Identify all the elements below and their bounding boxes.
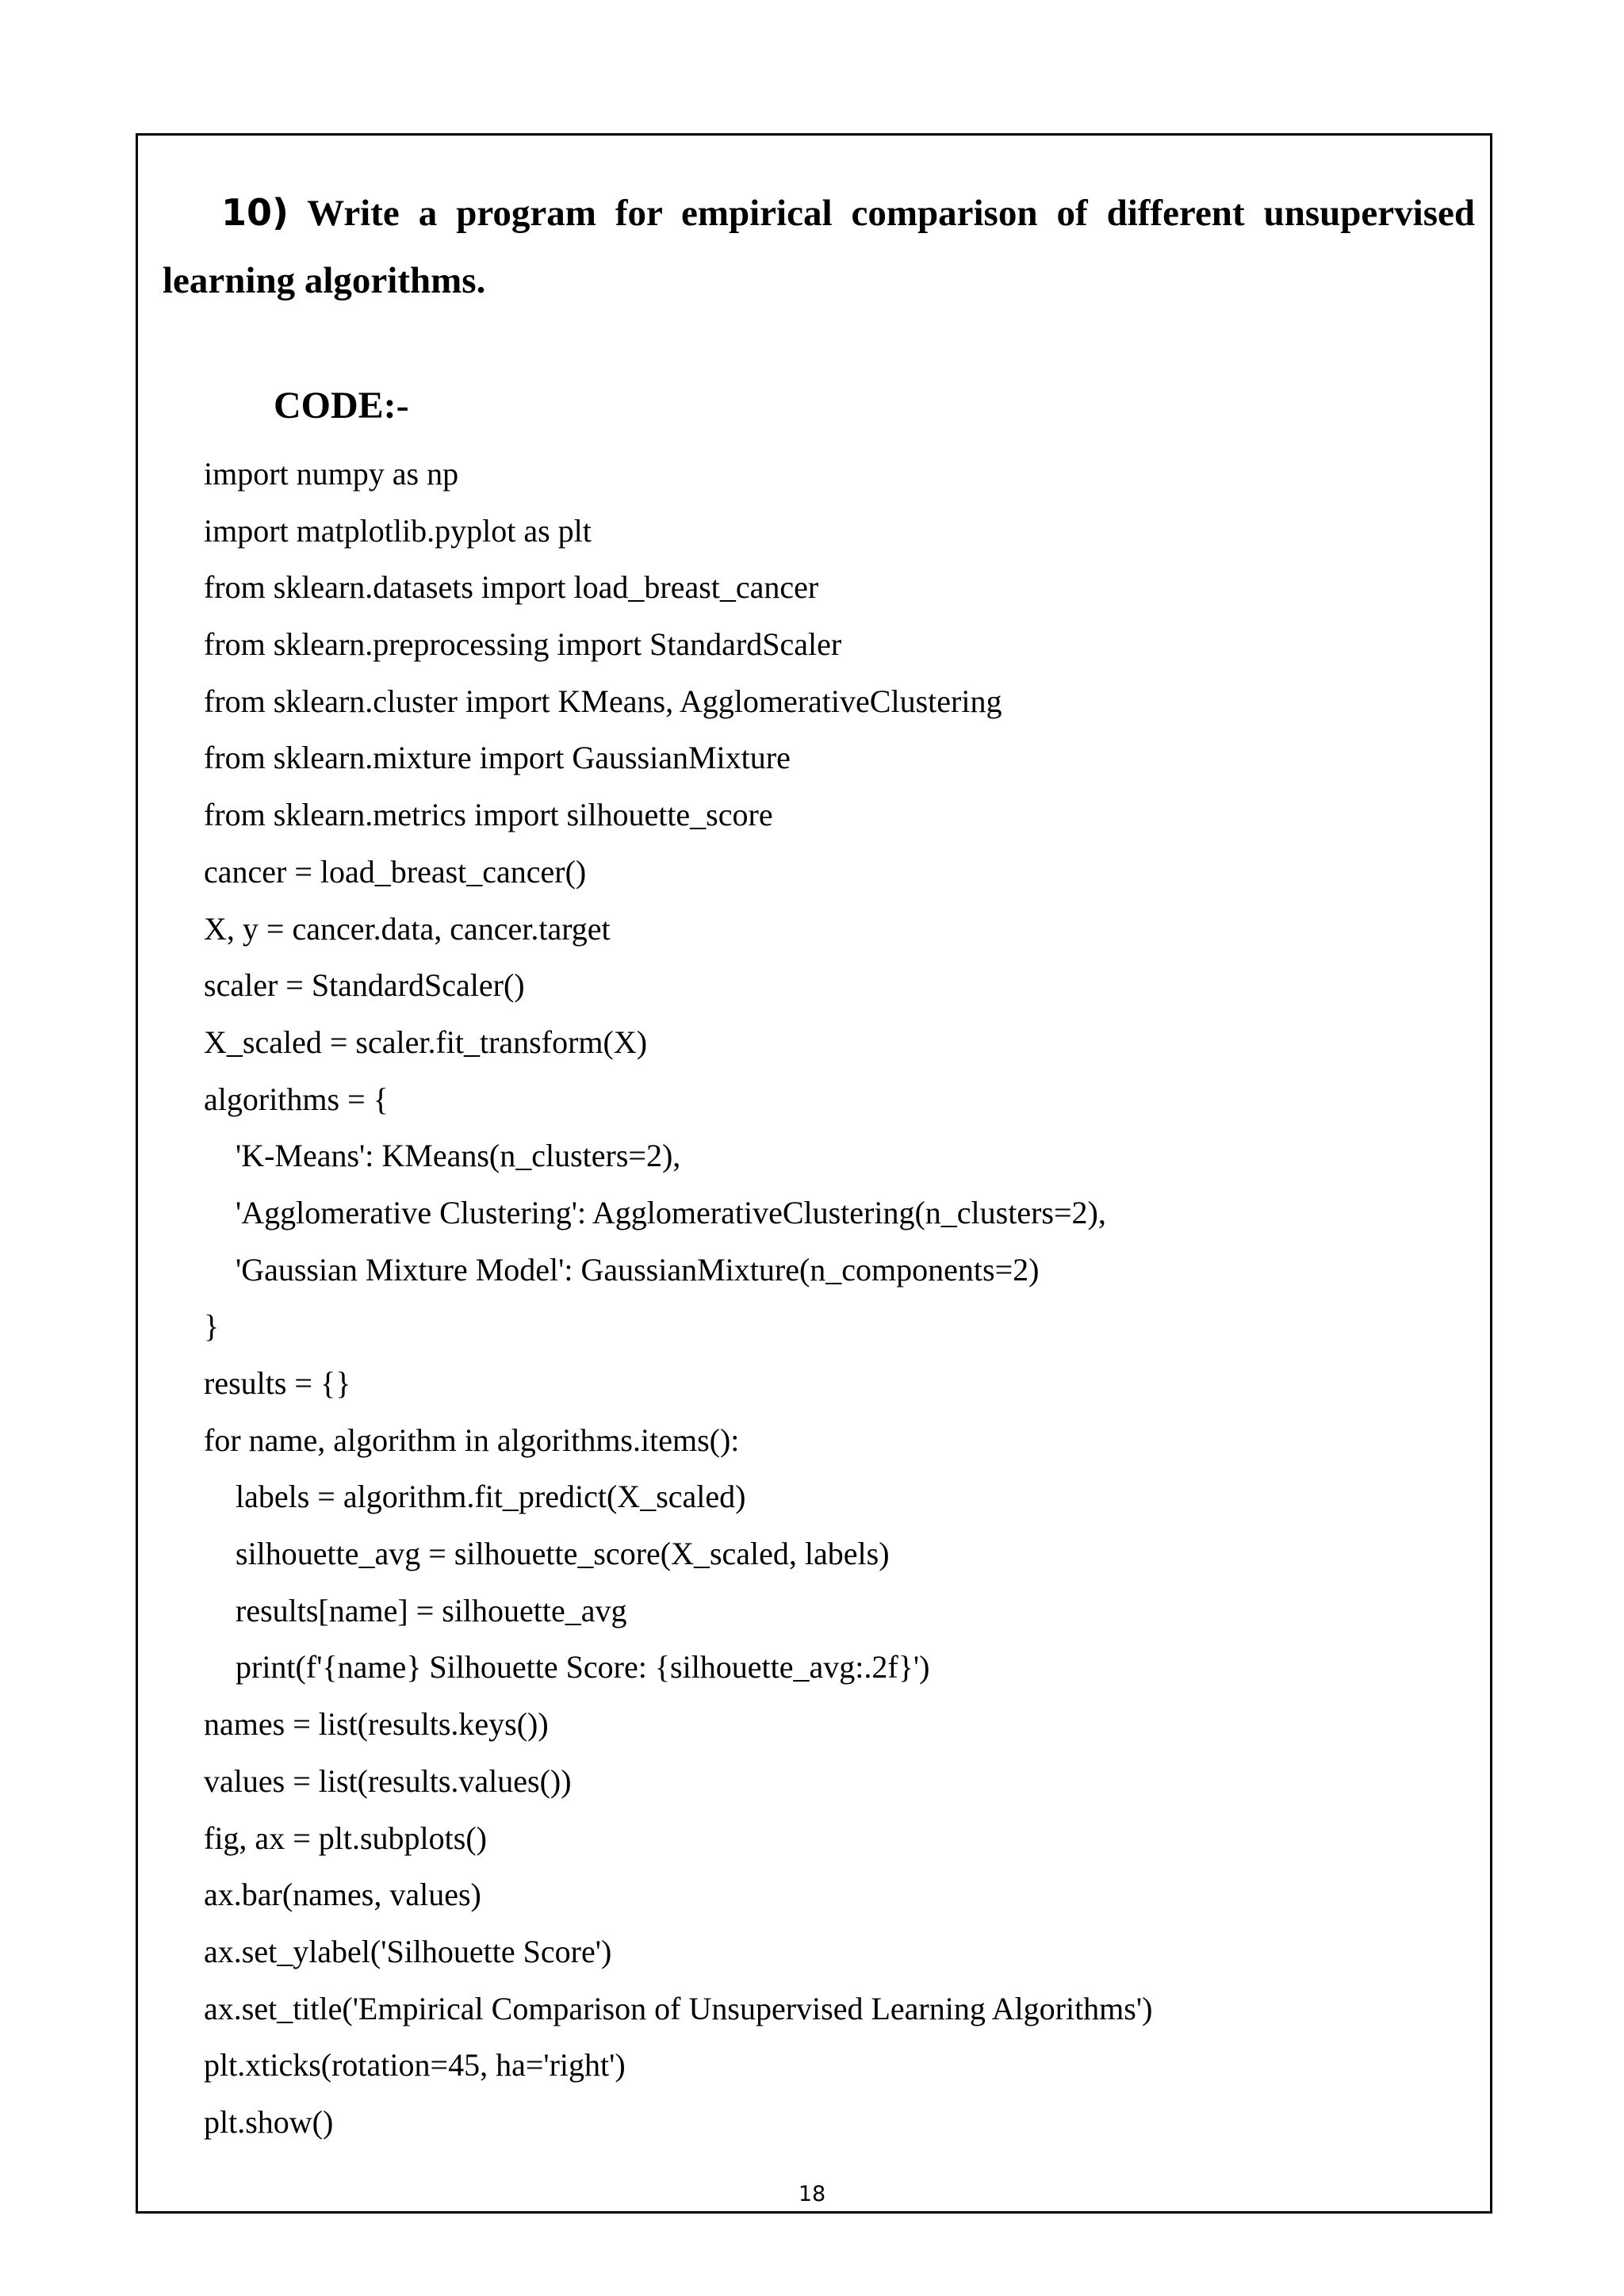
code-line: from sklearn.preprocessing import StandardScaler [204, 626, 842, 663]
code-line: import matplotlib.pyplot as plt [204, 512, 592, 549]
code-line: X_scaled = scaler.fit_transform(X) [204, 1024, 648, 1060]
code-line: print(f'{name} Silhouette Score: {silhouette_avg:.2f}') [236, 1649, 930, 1686]
question-heading [163, 179, 1475, 315]
code-line: names = list(results.keys()) [204, 1706, 549, 1743]
code-line: import numpy as np [204, 456, 459, 492]
code-line: results[name] = silhouette_avg [236, 1592, 627, 1628]
code-line: scaler = StandardScaler() [204, 967, 525, 1004]
code-line: silhouette_avg = silhouette_score(X_scaled, labels) [236, 1536, 890, 1572]
code-line: from sklearn.cluster import KMeans, AgglomerativeClustering [204, 683, 1002, 719]
code-line: from sklearn.metrics import silhouette_score [204, 797, 773, 833]
question-number: 10) [221, 191, 289, 234]
code-line: plt.xticks(rotation=45, ha='right') [204, 2047, 626, 2084]
code-line: } [204, 1308, 220, 1345]
code-heading: CODE:- [274, 385, 409, 427]
code-line: from sklearn.mixture import GaussianMixture [204, 740, 791, 776]
code-line: ax.set_ylabel('Silhouette Score') [204, 1933, 612, 1969]
code-line: algorithms = { [204, 1081, 389, 1117]
code-line: labels = algorithm.fit_predict(X_scaled) [236, 1479, 746, 1515]
code-line: X, y = cancer.data, cancer.target [204, 910, 611, 947]
code-line: values = list(results.values()) [204, 1762, 572, 1799]
code-line: fig, ax = plt.subplots() [204, 1820, 487, 1856]
code-line: 'Agglomerative Clustering': AgglomerativeClustering(n_clusters=2), [236, 1194, 1106, 1230]
page-number: 18 [798, 2182, 826, 2206]
code-line: for name, algorithm in algorithms.items(): [204, 1422, 740, 1458]
code-line: plt.show() [204, 2103, 334, 2140]
code-line: results = {} [204, 1365, 351, 1401]
code-line: 'K-Means': KMeans(n_clusters=2), [236, 1138, 681, 1174]
code-line: ax.set_title('Empirical Comparison of Unsupervised Learning Algorithms') [204, 1990, 1153, 2026]
code-line: from sklearn.datasets import load_breast_cancer [204, 569, 819, 606]
code-block [204, 446, 1473, 2151]
code-line: cancer = load_breast_cancer() [204, 853, 587, 890]
code-line: ax.bar(names, values) [204, 1877, 481, 1913]
code-line: 'Gaussian Mixture Model': GaussianMixture(n_components=2) [236, 1251, 1040, 1288]
question-text: Write a program for empirical comparison of different unsupervised learning algorithms. [163, 193, 1475, 301]
